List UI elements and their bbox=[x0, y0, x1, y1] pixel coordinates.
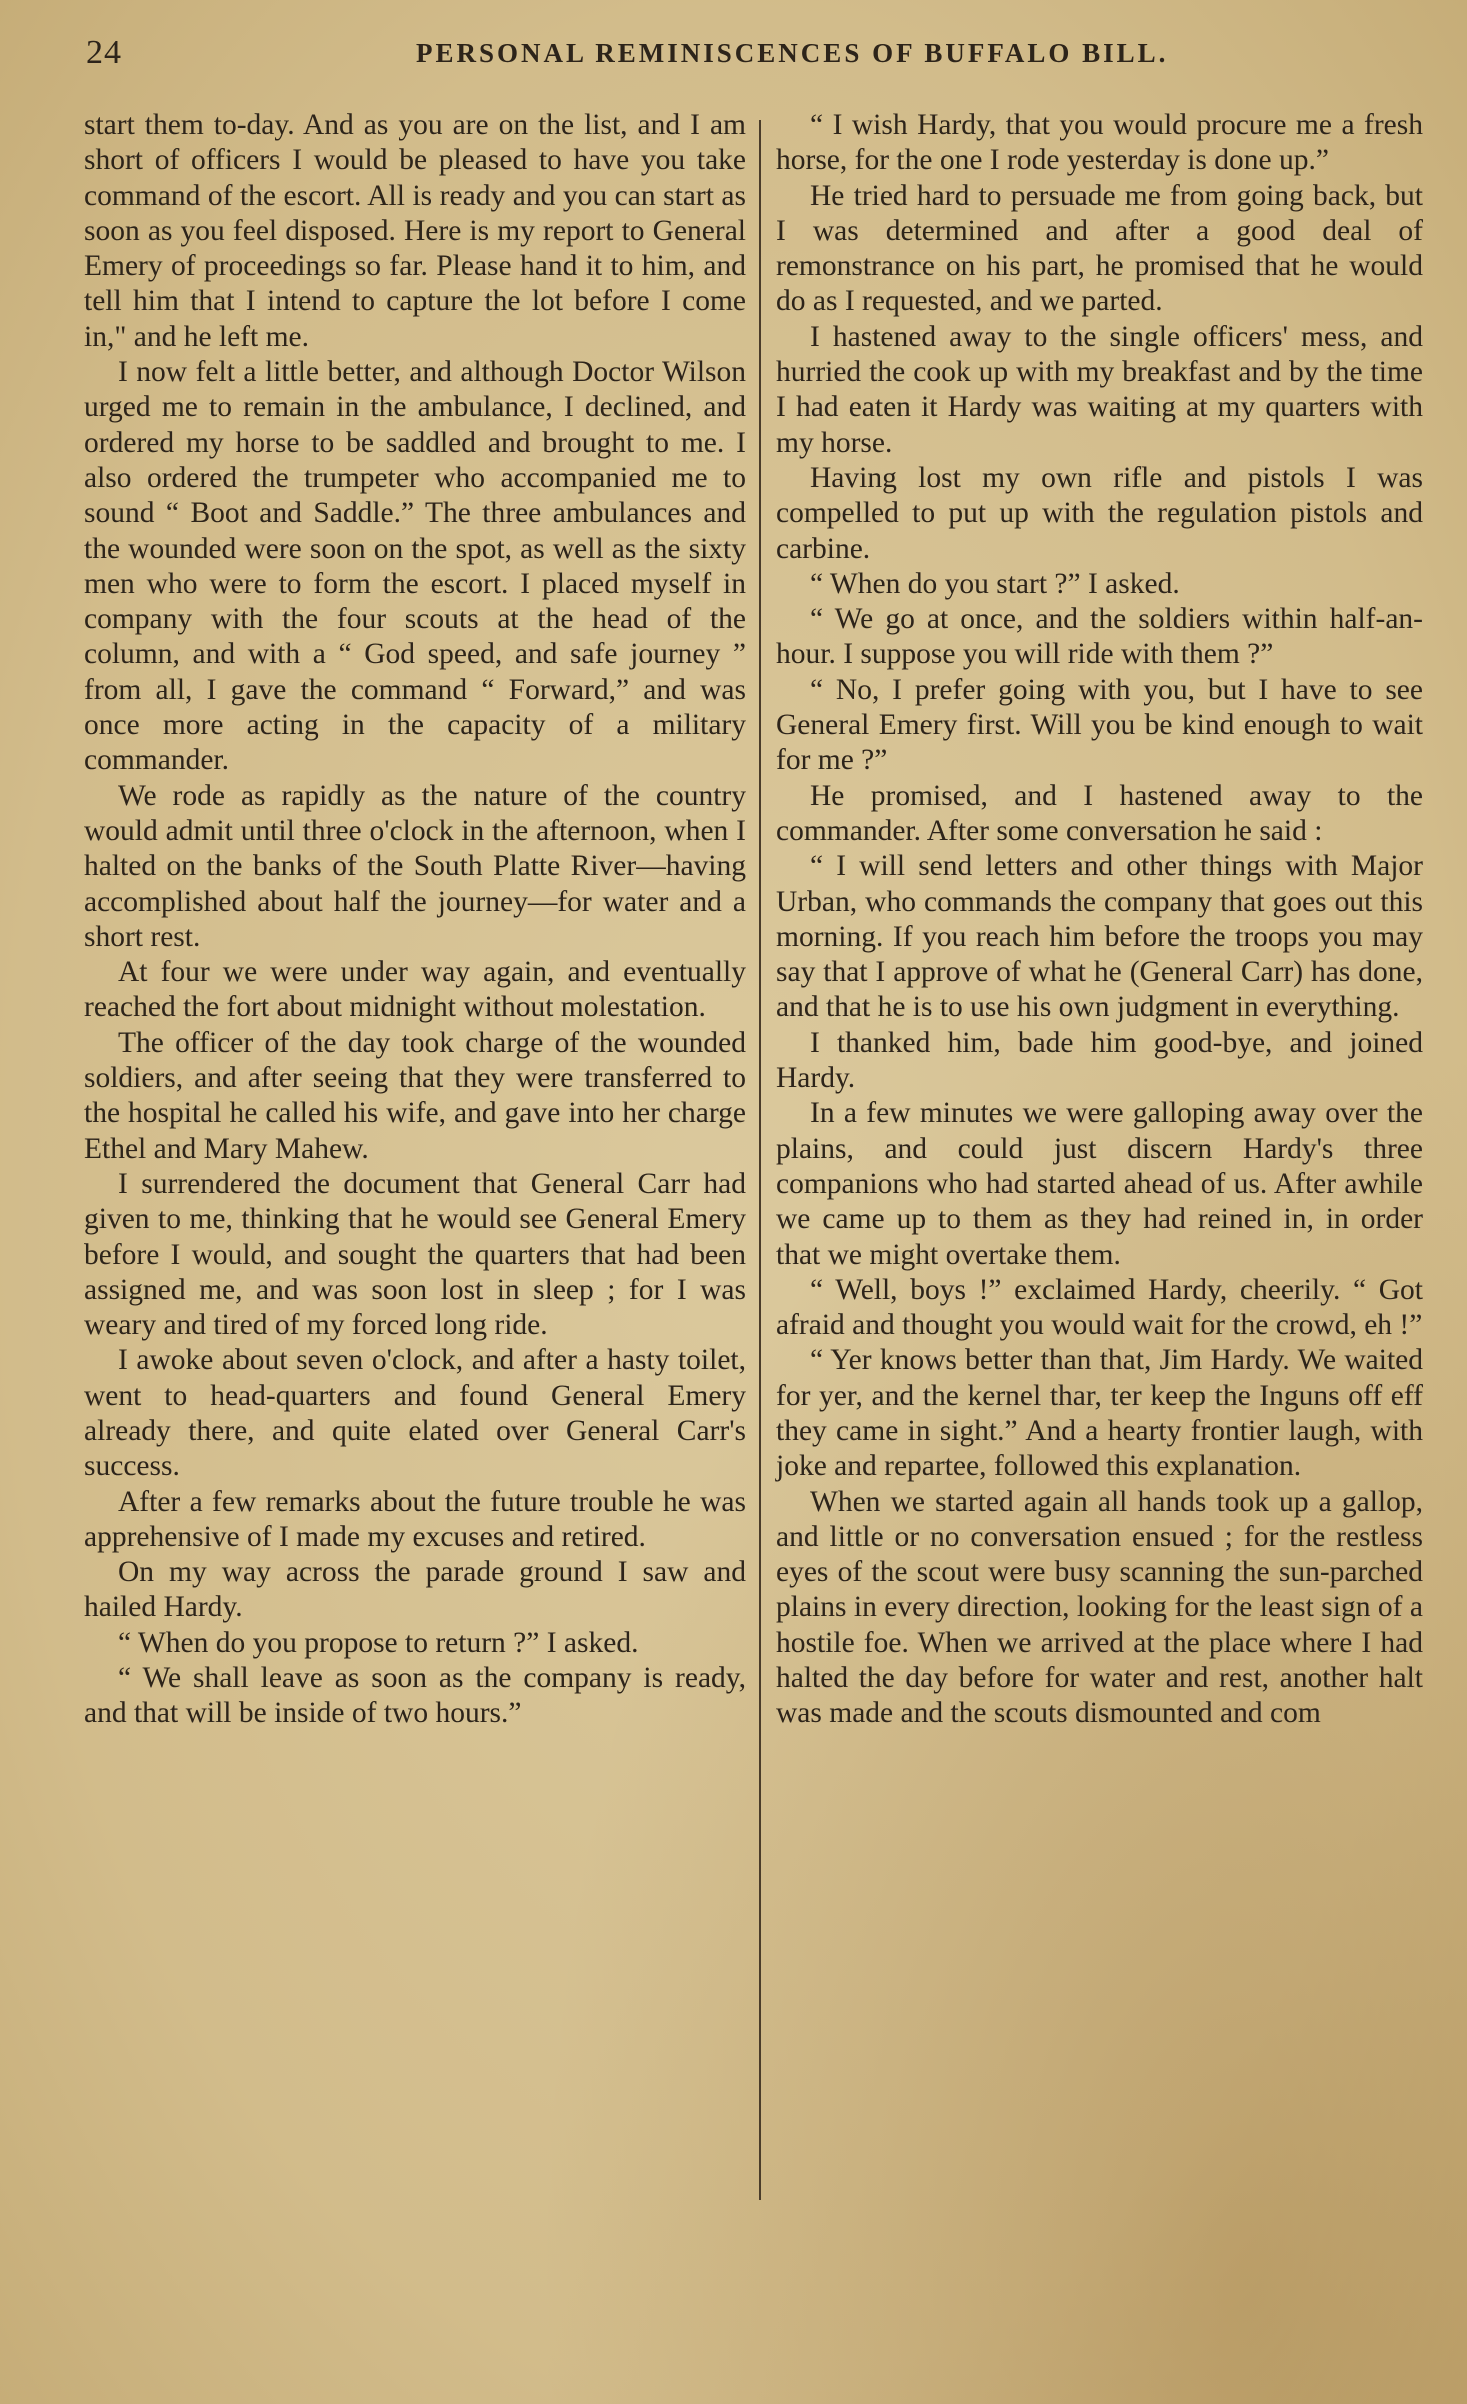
paragraph: He promised, and I hastened away to the commander. After some conversation he said : bbox=[776, 779, 1423, 847]
paragraph: He tried hard to persuade me from going back, but I was determined and after a good deal of remonstrance on his part, he promised that he would do as I requested, and we parted. bbox=[776, 179, 1423, 318]
paragraph: I hastened away to the single officers' mess, and hurried the cook up with my breakfast and by the time I had eaten it Hardy was waiting at my quarters with my horse. bbox=[776, 320, 1423, 459]
paragraph: In a few minutes we were galloping away over the plains, and could just discern Hardy's three companions who had started ahead of us. After awhile we came up to them as they had reined in, in order that we might overtake them. bbox=[776, 1097, 1423, 1271]
paragraph: “ I will send letters and other things with Major Urban, who commands the company that goes out this morning. If you reach him before the troops you may say that I approve of what he (General Carr) has done, and that he is to use his own judgment in everything. bbox=[776, 850, 1423, 1024]
paragraph: On my way across the parade ground I saw and hailed Hardy. bbox=[84, 1556, 746, 1624]
paragraph: I now felt a little better, and although Doctor Wilson urged me to remain in the ambulance, I declined, and ordered my horse to be saddled and brought to me. I also ordered the trumpeter who accompanied me to sound “ Boot and Saddle.” The three ambulances and the wounded were soon on the spot, as well as the sixty men who were to form the escort. I placed myself in company with the four scouts at the head of the column, and with a “ God speed, and safe journey ” from all, I gave the command “ Forward,” and was once more acting in the capacity of a military commander. bbox=[84, 356, 746, 777]
paragraph: “ I wish Hardy, that you would procure me a fresh horse, for the one I rode yesterday is done up.” bbox=[776, 109, 1423, 177]
paragraph: I thanked him, bade him good-bye, and joined Hardy. bbox=[776, 1026, 1423, 1095]
paragraph: “ We go at once, and the soldiers within half-an-hour. I suppose you will ride with them ?” bbox=[776, 603, 1423, 671]
page-number: 24 bbox=[86, 34, 122, 71]
paragraph: “ Yer knows better than that, Jim Hardy. We waited for yer, and the kernel thar, ter keep the Inguns off eff they came in sight.” And a hearty frontier laugh, with joke and repartee, followed this explanation. bbox=[776, 1344, 1423, 1483]
paragraph: When we started again all hands took up a gallop, and little or no conversation ensued ; for the restless eyes of the scout were busy scanning the sun-parched plains in every direction, looking for the least sign of a hostile foe. When we arrived at the place where I had halted the day before for water and rest, another halt was made and the scouts dismounted and com bbox=[776, 1485, 1423, 1730]
paragraph: Having lost my own rifle and pistols I was compelled to put up with the regulation pistols and carbine. bbox=[776, 461, 1423, 565]
paragraph: At four we were under way again, and eventually reached the fort about midnight without molestation. bbox=[84, 956, 746, 1024]
paragraph: After a few remarks about the future trouble he was apprehensive of I made my excuses and retired. bbox=[84, 1485, 746, 1553]
paragraph: I surrendered the document that General Carr had given to me, thinking that he would see General Emery before I would, and sought the quarters that had been assigned me, and was soon lost in sleep ; for I was weary and tired of my forced long ride. bbox=[84, 1167, 746, 1342]
running-head: PERSONAL REMINISCENCES OF BUFFALO BILL. bbox=[416, 38, 1169, 68]
paragraph: “ When do you propose to return ?” I asked. bbox=[118, 1626, 639, 1659]
paragraph: The officer of the day took charge of the wounded soldiers, and after seeing that they were transferred to the hospital he called his wife, and gave into her charge Ethel and Mary Mahew. bbox=[84, 1026, 746, 1165]
paragraph: “ When do you start ?” I asked. bbox=[810, 567, 1180, 600]
paragraph: “ Well, boys !” exclaimed Hardy, cheerily. “ Got afraid and thought you would wait for the crowd, eh !” bbox=[776, 1273, 1423, 1342]
paragraph: “ No, I prefer going with you, but I have to see General Emery first. Will you be kind enough to wait for me ?” bbox=[776, 673, 1423, 777]
paragraph: I awoke about seven o'clock, and after a hasty toilet, went to head-quarters and found General Emery already there, and quite elated over General Carr's success. bbox=[84, 1344, 746, 1483]
left-text-column bbox=[84, 108, 746, 2208]
page-header bbox=[86, 34, 1427, 86]
paragraph: We rode as rapidly as the nature of the country would admit until three o'clock in the afternoon, when I halted on the banks of the South Platte River—having accomplished about half the journey—for water and a short rest. bbox=[84, 779, 746, 953]
paragraph: “ We shall leave as soon as the company is ready, and that will be inside of two hours.” bbox=[84, 1662, 746, 1730]
right-text-column bbox=[776, 108, 1423, 2208]
paragraph: start them to-day. And as you are on the list, and I am short of officers I would be pleased to have you take command of the escort. All is ready and you can start as soon as you feel disposed. Here is my report to General Emery of proceedings so far. Please hand it to him, and tell him that I intend to capture the lot before I come in," and he left me. bbox=[84, 109, 746, 353]
column-divider bbox=[759, 120, 761, 2200]
